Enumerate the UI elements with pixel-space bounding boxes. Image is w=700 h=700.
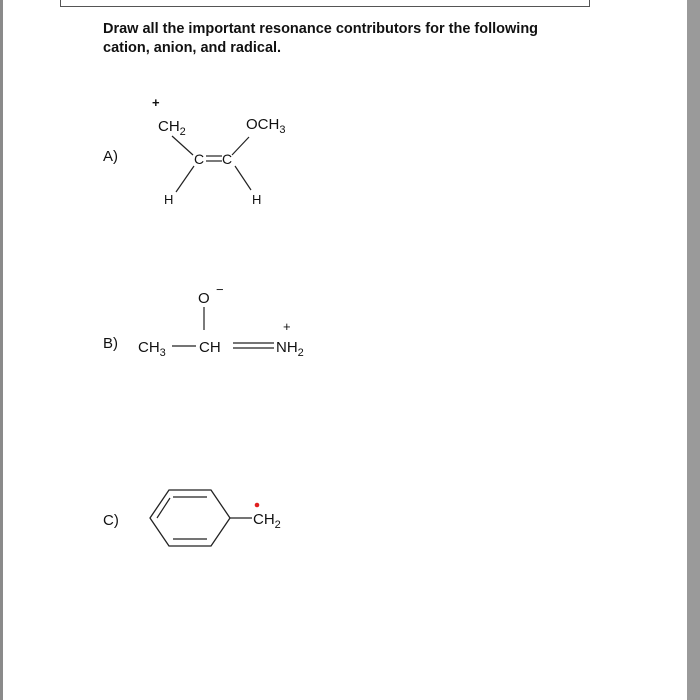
- bond-c-h-left: [176, 166, 194, 192]
- ring-double-bond-left: [157, 498, 170, 518]
- bond-och3-c: [232, 137, 249, 155]
- och3-text: OCH: [246, 116, 280, 133]
- ch-group: CH: [199, 339, 221, 356]
- problem-b-label: B): [103, 335, 118, 352]
- och3-subscript: 3: [279, 124, 286, 136]
- hydrogen-right: H: [252, 192, 262, 207]
- och3-group: [246, 116, 285, 136]
- radical-ch2-text: CH: [253, 511, 275, 528]
- carbon-right: C: [222, 151, 233, 167]
- nh2-subscript: 2: [297, 347, 304, 359]
- oxide-charge: −: [216, 282, 224, 297]
- ch2-subscript: 2: [179, 126, 186, 138]
- oxygen-atom: O: [198, 290, 210, 307]
- structure-a: [152, 95, 285, 207]
- nh2-group: [276, 339, 304, 359]
- hydrogen-left: H: [164, 192, 174, 207]
- structure-b: [138, 282, 304, 359]
- problem-a-label: A): [103, 148, 118, 165]
- benzene-ring: [150, 490, 230, 546]
- bond-c-h-right: [235, 166, 251, 190]
- structure-c: [150, 490, 281, 546]
- carbon-left: C: [194, 151, 205, 167]
- problem-c-label: C): [103, 512, 119, 529]
- cation-charge: +: [152, 95, 160, 110]
- radical-ch2-subscript: 2: [274, 519, 281, 531]
- question-prompt: Draw all the important resonance contributors for the following cation, anion, and radical.: [103, 21, 539, 56]
- ch3-group: [138, 339, 166, 359]
- ch2-group: [158, 118, 186, 138]
- bond-ch2-c: [172, 136, 193, 155]
- ch3-text: CH: [138, 339, 160, 356]
- radical-ch2-group: [253, 511, 281, 531]
- ch3-subscript: 3: [159, 347, 166, 359]
- ch2-text: CH: [158, 118, 180, 135]
- ammonium-charge: +: [283, 319, 291, 334]
- radical-electron: [255, 503, 260, 508]
- nh2-text: NH: [276, 339, 298, 356]
